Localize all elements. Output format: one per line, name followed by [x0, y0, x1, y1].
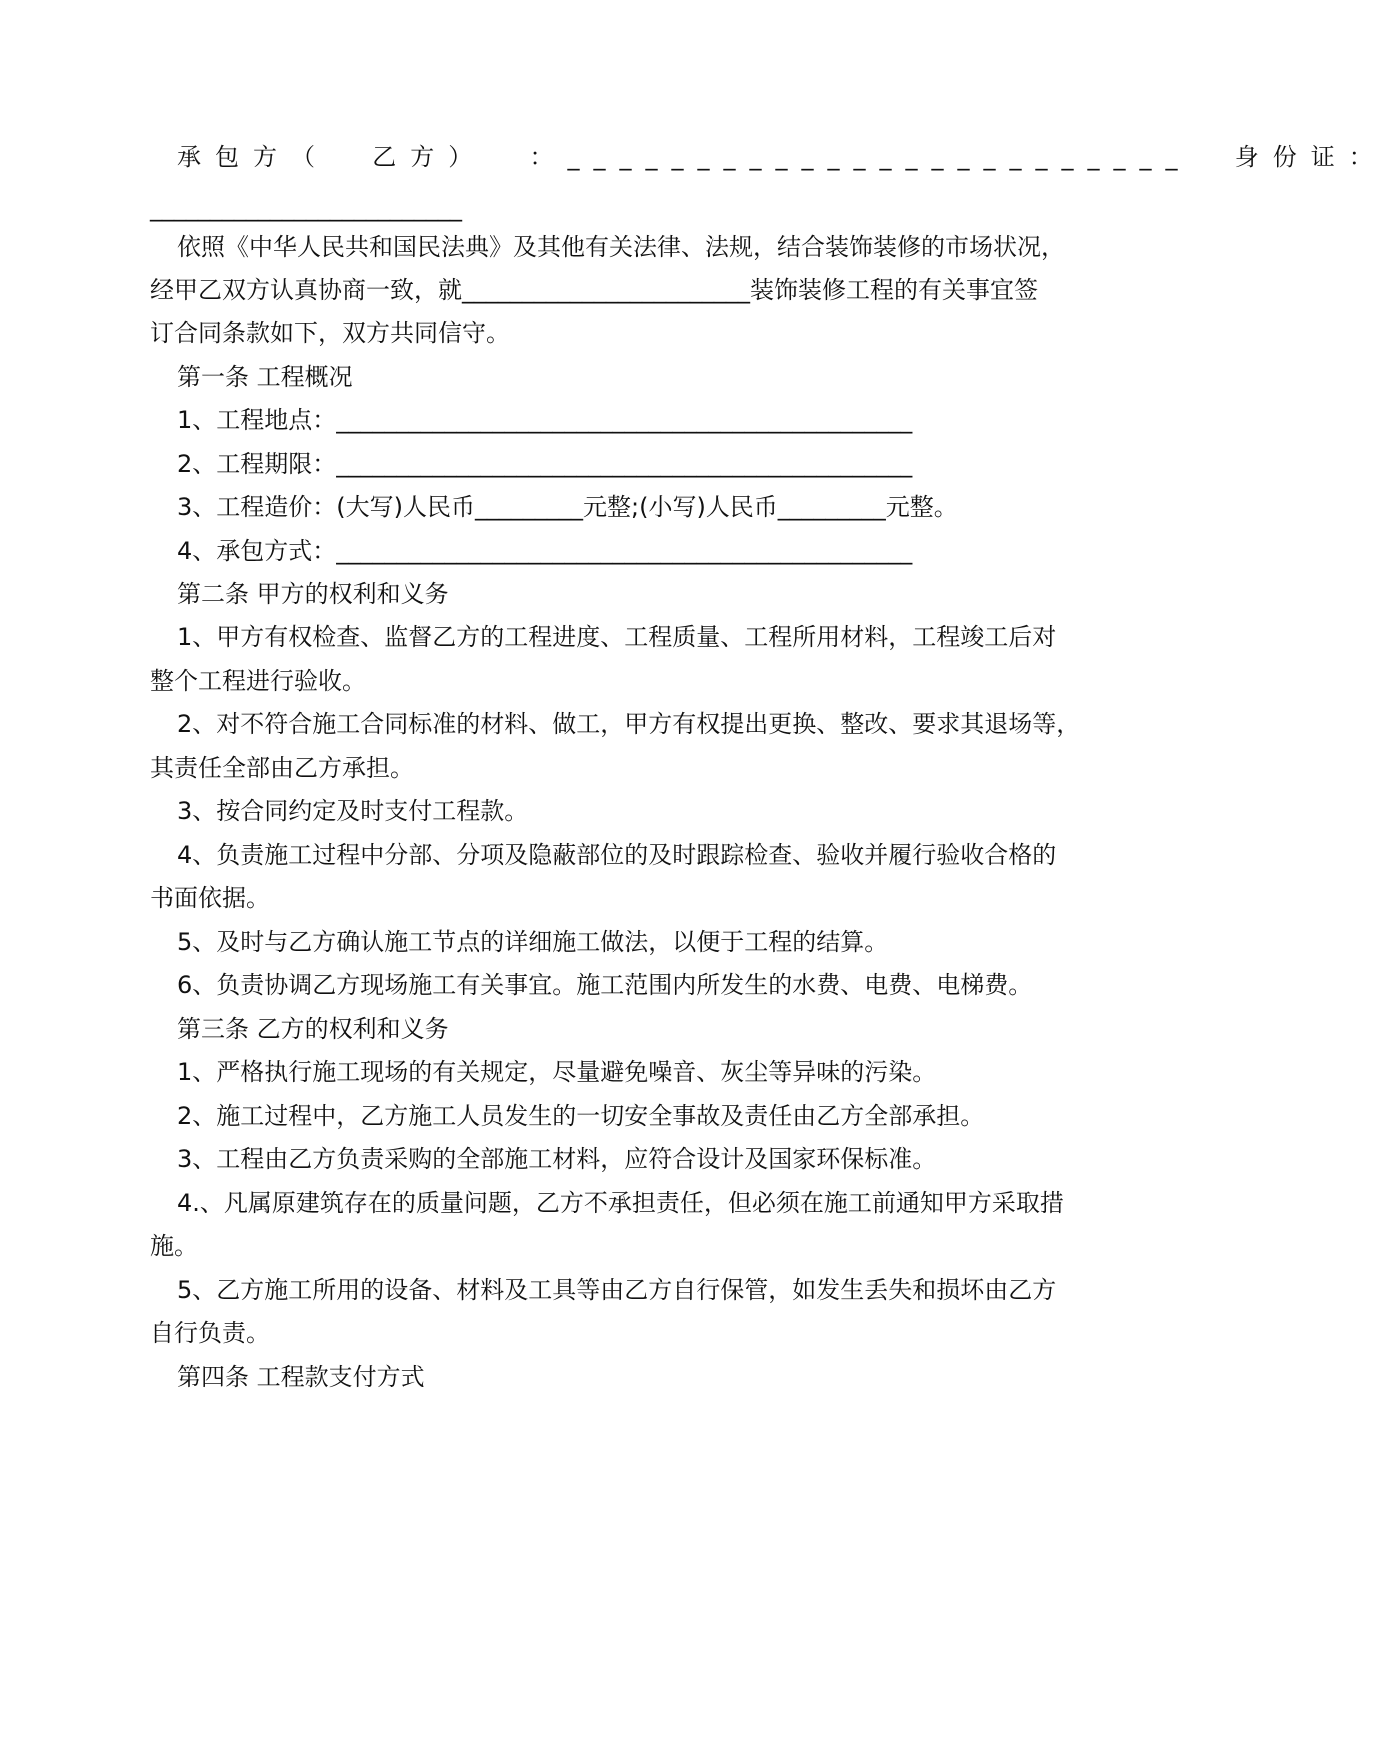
article-2-heading: 第二条 甲方的权利和义务 [177, 580, 449, 608]
article-3-item-2: 2、施工过程中，乙方施工人员发生的一切安全事故及责任由乙方全部承担。 [177, 1102, 985, 1130]
article-1-heading: 第一条 工程概况 [177, 363, 353, 391]
project-duration-line: 2、工程期限：________________________________________________ [177, 450, 913, 478]
preamble-line-1: 依照《中华人民共和国民法典》及其他有关法律、法规，结合装饰装修的市场状况， [177, 233, 1065, 261]
article-3-item-4-line-2: 施。 [150, 1232, 198, 1260]
preamble-line-2: 经甲乙双方认真协商一致，就________________________装饰装修工程的有关事宜签 [150, 276, 1038, 304]
article-2-item-6: 6、负责协调乙方现场施工有关事宜。施工范围内所发生的水费、电费、电梯费。 [177, 971, 1033, 999]
article-2-item-1-line-1: 1、甲方有权检查、监督乙方的工程进度、工程质量、工程所用材料，工程竣工后对 [177, 623, 1057, 651]
contract-method-line: 4、承包方式：________________________________________________ [177, 537, 913, 565]
article-3-item-5-line-2: 自行负责。 [150, 1319, 270, 1347]
id-number-blank-line: __________________________ [150, 194, 462, 222]
article-2-item-1-line-2: 整个工程进行验收。 [150, 667, 366, 695]
article-2-item-4-line-1: 4、负责施工过程中分部、分项及隐蔽部位的及时跟踪检查、验收并履行验收合格的 [177, 841, 1057, 869]
contractor-party-line: 承包方（ 乙方） ：________________________ 身份证： [177, 143, 1387, 171]
project-location-line: 1、工程地点：________________________________________________ [177, 406, 913, 434]
article-2-item-5: 5、及时与乙方确认施工节点的详细施工做法，以便于工程的结算。 [177, 928, 889, 956]
article-4-heading: 第四条 工程款支付方式 [177, 1363, 425, 1391]
article-3-item-1: 1、严格执行施工现场的有关规定，尽量避免噪音、灰尘等异味的污染。 [177, 1058, 937, 1086]
article-3-item-4-line-1: 4.、凡属原建筑存在的质量问题，乙方不承担责任，但必须在施工前通知甲方采取措 [177, 1189, 1064, 1217]
preamble-line-3: 订合同条款如下，双方共同信守。 [150, 319, 510, 347]
article-3-item-5-line-1: 5、乙方施工所用的设备、材料及工具等由乙方自行保管，如发生丢失和损坏由乙方 [177, 1276, 1057, 1304]
article-2-item-2-line-1: 2、对不符合施工合同标准的材料、做工，甲方有权提出更换、整改、要求其退场等， [177, 710, 1081, 738]
article-2-item-3: 3、按合同约定及时支付工程款。 [177, 797, 529, 825]
article-2-item-4-line-2: 书面依据。 [150, 884, 270, 912]
project-cost-line: 3、工程造价：(大写)人民币_________元整;(小写)人民币_________元整。 [177, 493, 958, 521]
article-3-item-3: 3、工程由乙方负责采购的全部施工材料，应符合设计及国家环保标准。 [177, 1145, 937, 1173]
article-2-item-2-line-2: 其责任全部由乙方承担。 [150, 754, 414, 782]
article-3-heading: 第三条 乙方的权利和义务 [177, 1015, 449, 1043]
